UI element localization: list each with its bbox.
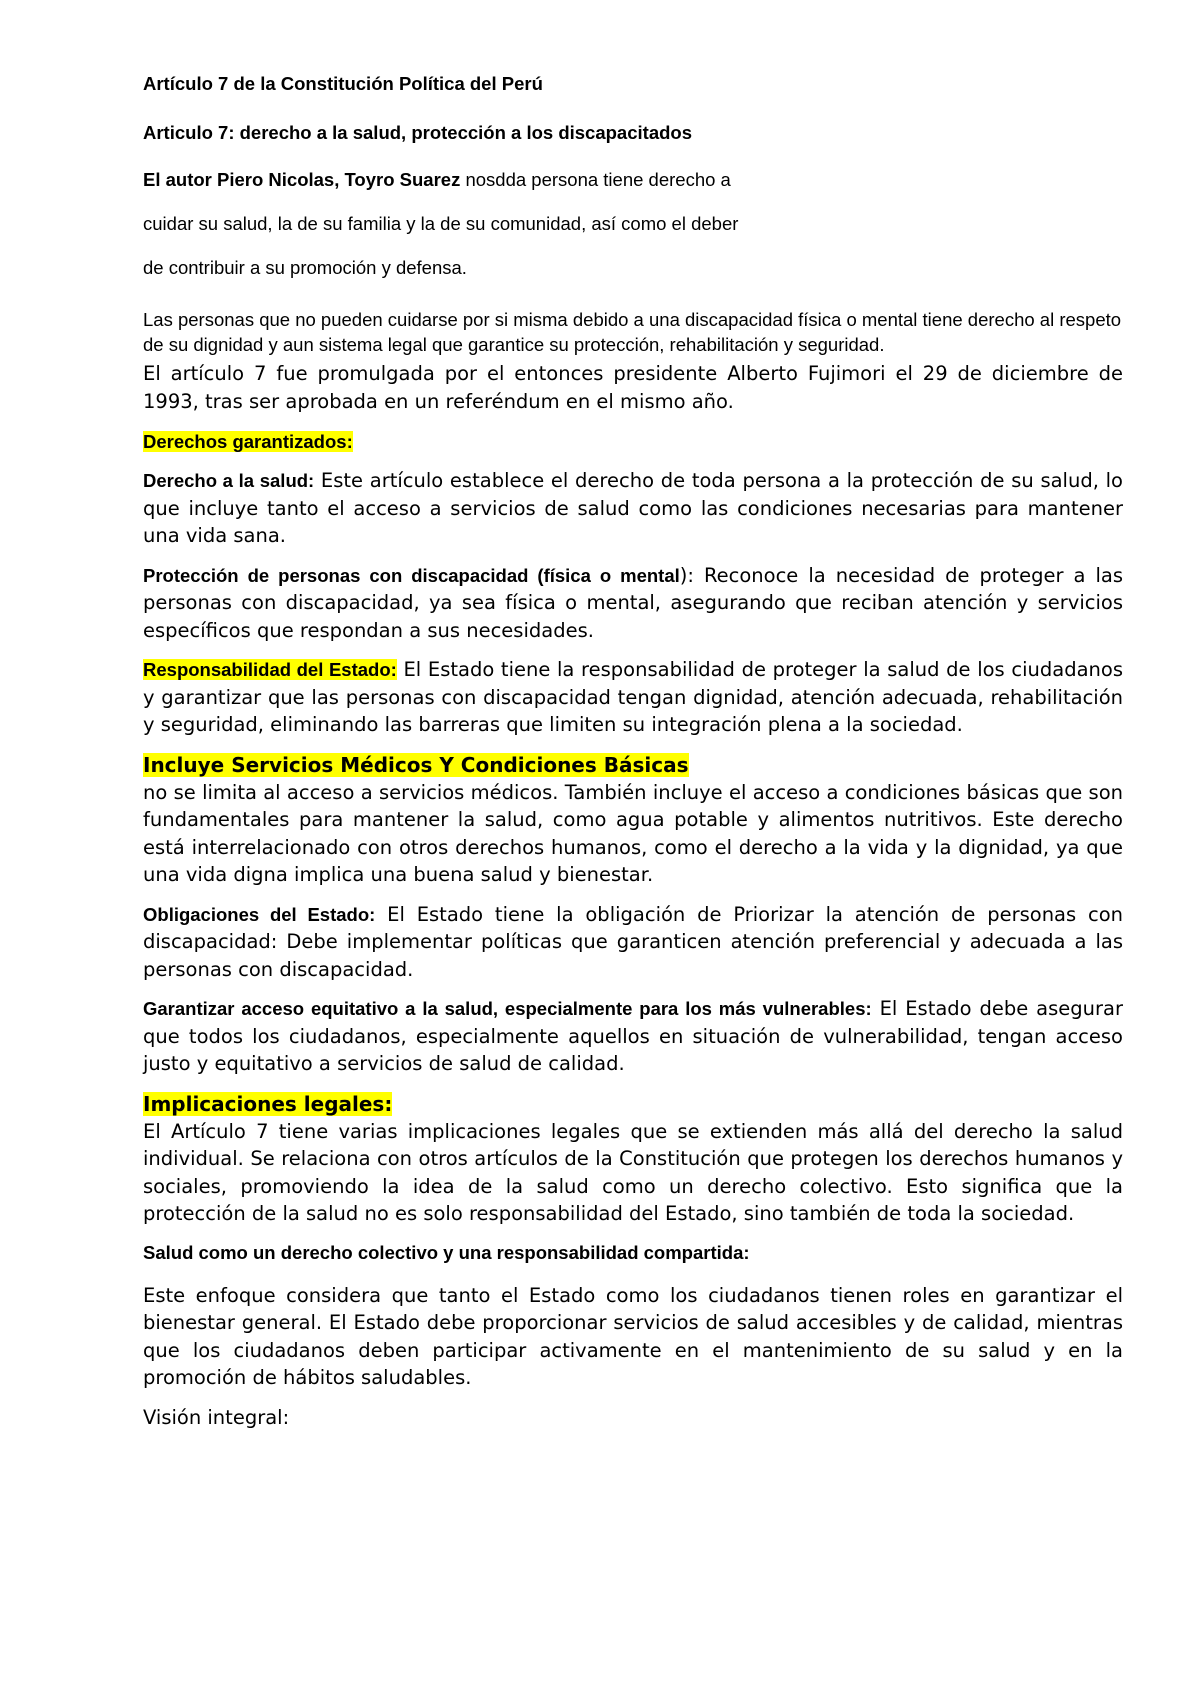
heading-rights-text: Derechos garantizados: (143, 431, 353, 452)
intro-line-3: de contribuir a su promoción y defensa. (143, 257, 467, 278)
equity-text: El Estado debe asegurar que todos los ciudadanos, especialmente aquellos en situación de vulnerabilidad, tengan acceso justo y equitativo a servicios de salud de calidad. (143, 997, 1123, 1075)
document-subtitle: Articulo 7: derecho a la salud, protección a los discapacitados (143, 122, 692, 143)
author-label: El autor Piero Nicolas, Toyro Suarez (143, 169, 461, 190)
heading-vision: Visión integral: (143, 1405, 290, 1429)
heading-rights (143, 428, 1123, 455)
protection-label: Protección de personas con discapacidad (física o mental (143, 564, 680, 586)
paragraph-history: El artículo 7 fue promulgada por el entonces presidente Alberto Fujimori el 29 de diciembre de 1993, tras ser aprobada en un referéndum en el mismo año. (143, 362, 1123, 413)
heading-services (143, 751, 1123, 779)
paragraph-services: no se limita al acceso a servicios médicos. También incluye el acceso a condiciones básicas que son fundamentales para mantener la salud, como agua potable y alimentos nutritivos. Este derecho está interrelacionado con otros derechos humanos, como el derecho a la vida y la dignidad, ya que una vida digna implica una buena salud y bienestar. (143, 780, 1123, 886)
paragraph-equity (143, 995, 1123, 1078)
intro-line-2: cuidar su salud, la de su familia y la de su comunidad, así como el deber (143, 213, 739, 234)
paragraph-disability: Las personas que no pueden cuidarse por si misma debido a una discapacidad física o mental tiene derecho al respeto de su dignidad y aun sistema legal que garantice su protección, rehabilitación y seguridad. (143, 309, 1122, 355)
paragraph-state (143, 656, 1123, 739)
obligations-label: Obligaciones del Estado: (143, 903, 376, 925)
equity-label: Garantizar acceso equitativo a la salud, especialmente para los más vulnerables: (143, 998, 872, 1019)
heading-collective: Salud como un derecho colectivo y una responsabilidad compartida: (143, 1241, 750, 1263)
heading-legal (143, 1090, 1123, 1118)
document-page (143, 72, 1123, 1431)
health-label: Derecho a la salud: (143, 470, 315, 491)
health-text: Este artículo establece el derecho de toda persona a la protección de su salud, lo que incluye tanto el acceso a servicios de salud como las condiciones necesarias para mantener una vida sana. (143, 469, 1123, 547)
intro-line-1 (143, 167, 1123, 193)
intro-text-1: nosdda persona tiene derecho a (460, 169, 731, 190)
document-title: Artículo 7 de la Constitución Política del Perú (143, 73, 543, 94)
state-label: Responsabilidad del Estado: (143, 659, 397, 680)
paragraph-health (143, 467, 1123, 550)
paragraph-obligations (143, 901, 1123, 984)
heading-legal-text: Implicaciones legales: (143, 1091, 393, 1116)
heading-services-text: Incluye Servicios Médicos Y Condiciones Básicas (143, 752, 689, 777)
paragraph-legal: El Artículo 7 tiene varias implicaciones legales que se extienden más allá del derecho la salud individual. Se relaciona con otros artículos de la Constitución que protegen los derechos humanos y sociales, promoviendo la idea de la salud como un derecho colectivo. Esto significa que la protección de la salud no es solo responsabilidad del Estado, sino también de toda la sociedad. (143, 1119, 1123, 1225)
state-text: El Estado tiene la responsabilidad de proteger la salud de los ciudadanos y garantizar que las personas con discapacidad tengan dignidad, atención adecuada, rehabilitación y seguridad, eliminando las barreras que limiten su integración plena a la sociedad. (143, 658, 1123, 736)
obligations-text: El Estado tiene la obligación de Priorizar la atención de personas con discapacidad: Debe implementar políticas que garanticen atención preferencial y adecuada a las personas con discapacidad. (143, 902, 1124, 981)
protection-text: ): Reconoce la necesidad de proteger a las personas con discapacidad, ya sea física o mental, asegurando que reciban atención y servicios específicos que respondan a sus necesidades. (143, 563, 1123, 642)
paragraph-collective: Este enfoque considera que tanto el Estado como los ciudadanos tienen roles en garantizar el bienestar general. El Estado debe proporcionar servicios de salud accesibles y de calidad, mientras que los ciudadanos deben participar activamente en el mantenimiento de su salud y en la promoción de hábitos saludables. (143, 1283, 1123, 1389)
paragraph-protection (143, 562, 1123, 645)
